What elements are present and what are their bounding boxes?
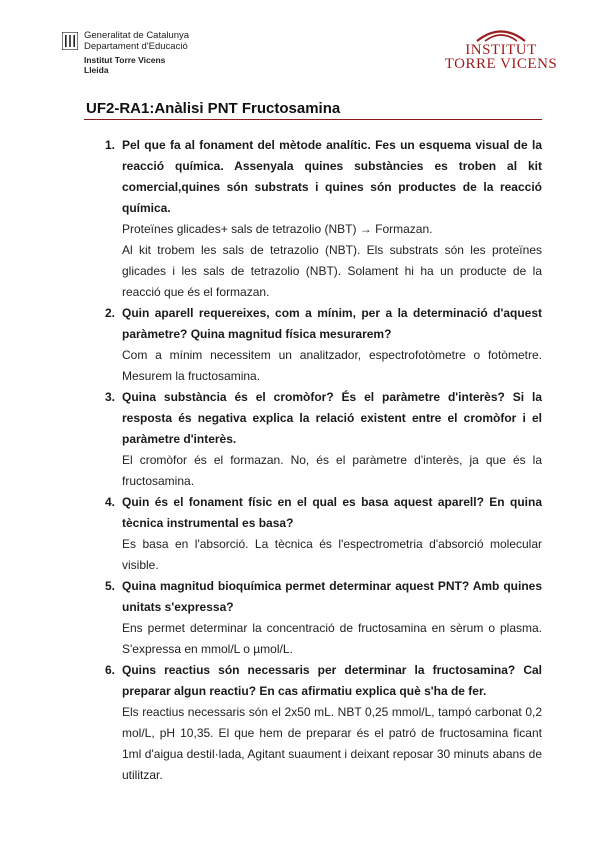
school-name — [84, 55, 165, 75]
question-item — [90, 576, 542, 660]
question-item — [90, 303, 542, 387]
question-number: 4. — [105, 495, 116, 509]
school-line-1: Institut Torre Vicens — [84, 55, 166, 65]
title-divider — [84, 119, 542, 120]
answer-text: Proteïnes glicades+ sals de tetrazolio (NBT) → Formazan. — [122, 222, 433, 236]
institute-logo-line-1: INSTITUT — [465, 42, 537, 58]
question-number: 3. — [105, 390, 116, 404]
gov-line-2: Departament d'Educació — [84, 41, 188, 52]
question-item — [90, 492, 542, 576]
question-text: Pel que fa al fonament del mètode analític. Fes un esquema visual de la reacció química. Assenyala quines substàncies es troben al kit comercial,quines són substrats i quines són productes de la reacció química. — [122, 138, 542, 215]
question-text: Quina magnitud bioquímica permet determinar aquest PNT? Amb quines unitats s'expressa? — [122, 579, 542, 614]
question-text: Quin aparell requereixes, com a mínim, per a la determinació d'aquest paràmetre? Quina magnitud física mesurarem? — [122, 306, 542, 341]
answer-text: Al kit trobem les sals de tetrazolio (NBT). Els substrats són les proteïnes glicades i les sals de tetrazolio (NBT). Solament hi ha un producte de la reacció que és el formazan. — [122, 243, 542, 299]
question-number: 5. — [105, 579, 116, 593]
question-item — [90, 660, 542, 786]
page-title: UF2-RA1:Anàlisi PNT Fructosamina — [86, 100, 341, 117]
question-text: Quin és el fonament físic en el qual es basa aquest aparell? En quina tècnica instrumental es basa? — [122, 495, 542, 530]
question-item — [90, 135, 542, 303]
gov-line-1: Generalitat de Catalunya — [84, 30, 190, 41]
question-number: 6. — [105, 663, 116, 677]
institute-logo-line-2: TORRE VICENS — [444, 56, 558, 72]
answer-text: Els reactius necessaris són el 2x50 mL. NBT 0,25 mmol/L, tampó carbonat 0,2 mol/L, pH 10,35. El que hem de preparar és el patró de fructosamina ficant 1ml d'aigua destil·lada, Agitant suaument i deixant reposar 30 minuts abans de utilitzar. — [122, 705, 542, 782]
question-item — [90, 387, 542, 492]
answer-text: Es basa en l'absorció. La tècnica és l'espectrometria d'absorció molecular visible. — [122, 537, 542, 572]
school-line-2: Lleida — [84, 65, 109, 75]
answer-text: Ens permet determinar la concentració de fructosamina en sèrum o plasma. S'expressa en mmol/L o µmol/L. — [122, 621, 542, 656]
question-number: 1. — [105, 138, 116, 152]
question-number: 2. — [105, 306, 116, 320]
question-list — [90, 135, 542, 786]
generalitat-logo-icon — [62, 32, 78, 50]
question-text: Quina substància és el cromòfor? És el paràmetre d'interès? Si la resposta és negativa explica la relació existent entre el cromòfor i el paràmetre d'interès. — [122, 390, 542, 446]
answer-text: Com a mínim necessitem un analitzador, espectrofotòmetre o fotòmetre. Mesurem la fructosamina. — [122, 348, 542, 383]
institute-arch-icon — [471, 28, 531, 42]
government-name — [84, 30, 189, 52]
answer-text: El cromòfor és el formazan. No, és el paràmetre d'interès, ja que és la fructosamina. — [122, 453, 542, 488]
institute-logo — [440, 28, 562, 71]
question-text: Quins reactius són necessaris per determinar la fructosamina? Cal preparar algun reactiu? En cas afirmatiu explica què s'ha de fer. — [122, 663, 542, 698]
